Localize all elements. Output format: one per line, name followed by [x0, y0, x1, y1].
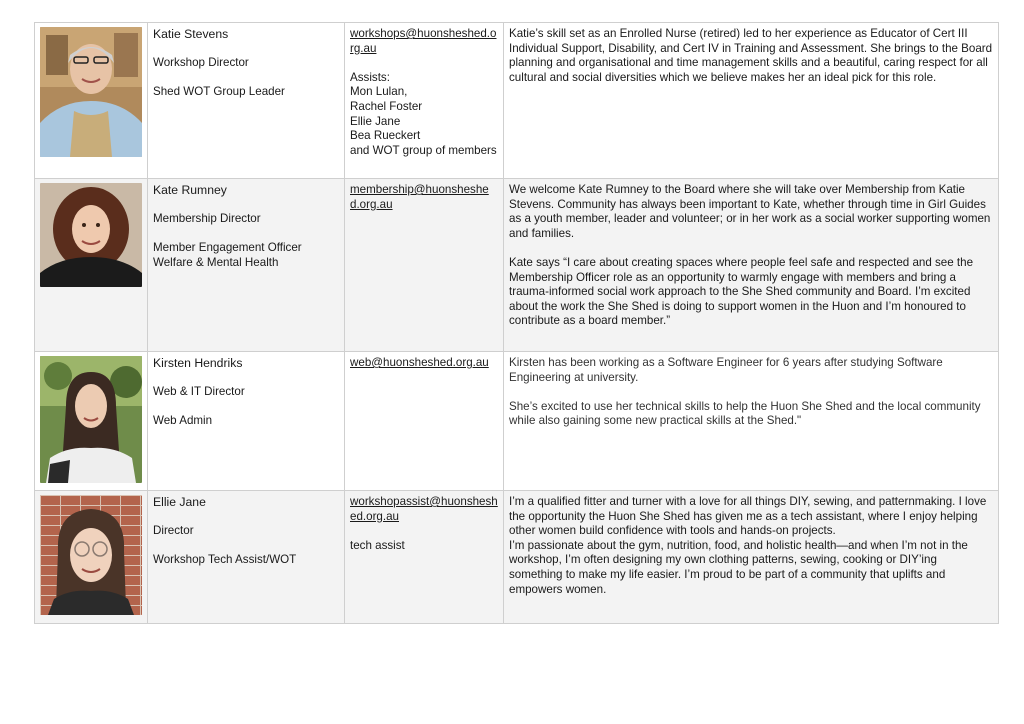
member-photo [40, 356, 142, 483]
email-link[interactable]: workshops@huonsheshed.org.au [350, 27, 497, 55]
member-role: Membership Director [153, 212, 261, 226]
bio-paragraph: She’s excited to use her technical skills to help the Huon She Shed and the local community while also gaining some new practical skills at the Shed." [509, 399, 981, 428]
board-members-table [34, 22, 999, 624]
member-row [35, 23, 999, 179]
member-extra: tech assist [350, 538, 405, 552]
photo-cell [35, 491, 148, 624]
contact-cell [345, 352, 504, 491]
member-subrole: Web Admin [153, 414, 213, 428]
member-photo [40, 27, 142, 157]
member-row [35, 179, 999, 352]
assists-label: Assists: [350, 70, 390, 84]
member-row [35, 352, 999, 491]
assistant-name: Mon Lulan, [350, 85, 408, 99]
name-role-cell [148, 491, 345, 624]
bio-paragraph: Kirsten has been working as a Software Engineer for 6 years after studying Software Engineering at university. [509, 356, 943, 384]
member-subrole: Member Engagement Officer [153, 241, 302, 255]
contact-cell [345, 179, 504, 352]
member-name: Katie Stevens [153, 27, 229, 41]
member-subrole: Shed WOT Group Leader [153, 85, 285, 99]
member-role: Web & IT Director [153, 385, 245, 399]
name-role-cell [148, 23, 345, 179]
bio-paragraph: I’m a qualified fitter and turner with a love for all things DIY, sewing, and patternmaking. I love the opportunity the Huon She Shed has given me as a tech assistant, where I enjoy helping other women build confidence with tools and hands-on projects. I’m passionate about the gym, nutrition, food, and holistic health—and when I’m not in the workshop, I’m often designing my own clothing patterns, sewing, cooking or DIY’ing something to make my life easier. I’m proud to be part of a community that uplifts and empowers women. [509, 495, 987, 596]
member-role: Director [153, 524, 194, 538]
bio-cell [504, 491, 999, 624]
bio-paragraph: Kate says “I care about creating spaces where people feel safe and respected and see the Membership Officer role as an opportunity to warmly engage with members and bring a trauma-informed social work approach to the She Shed community and Board. I’m excited about the work the She Shed is doing to support women in the Huon and I’m honoured to contribute as a board member.” [509, 255, 974, 328]
photo-cell [35, 352, 148, 491]
member-subrole: Workshop Tech Assist/WOT [153, 553, 297, 567]
email-link[interactable]: web@huonsheshed.org.au [350, 356, 489, 369]
contact-cell [345, 491, 504, 624]
bio-cell [504, 352, 999, 491]
member-role: Workshop Director [153, 56, 249, 70]
bio-cell [504, 23, 999, 179]
member-subrole-2: Welfare & Mental Health [153, 255, 279, 269]
assistant-name: Rachel Foster [350, 99, 423, 113]
photo-cell [35, 179, 148, 352]
assistant-name: Ellie Jane [350, 114, 401, 128]
member-name: Ellie Jane [153, 495, 206, 509]
member-name: Kate Rumney [153, 183, 227, 197]
name-role-cell [148, 352, 345, 491]
name-role-cell [148, 179, 345, 352]
bio-paragraph: We welcome Kate Rumney to the Board where she will take over Membership from Katie Stevens. Community has always been important to Kate, whether through time in Girl Guides as a youth member, leader and volunteer; or in her work as a social worker supporting women and families. [509, 183, 991, 240]
contact-cell [345, 23, 504, 179]
assistant-name: and WOT group of members [350, 143, 497, 157]
member-row [35, 491, 999, 624]
member-photo [40, 183, 142, 287]
assistant-name: Bea Rueckert [350, 129, 421, 143]
bio-paragraph: Katie’s skill set as an Enrolled Nurse (retired) led to her experience as Educator of Cert III Individual Support, Disability, and Cert IV in Training and Assessment. She brings to the Board planning and organisational and time management skills and a beautiful, caring respect for all cultural and social diversities which we believe makes her an ideal pick for this role. [509, 27, 993, 84]
email-link[interactable]: membership@huonsheshed.org.au [350, 183, 489, 211]
bio-cell [504, 179, 999, 352]
member-name: Kirsten Hendriks [153, 356, 243, 370]
email-link[interactable]: workshopassist@huonsheshed.org.au [350, 495, 498, 523]
member-photo [40, 495, 142, 615]
photo-cell [35, 23, 148, 179]
